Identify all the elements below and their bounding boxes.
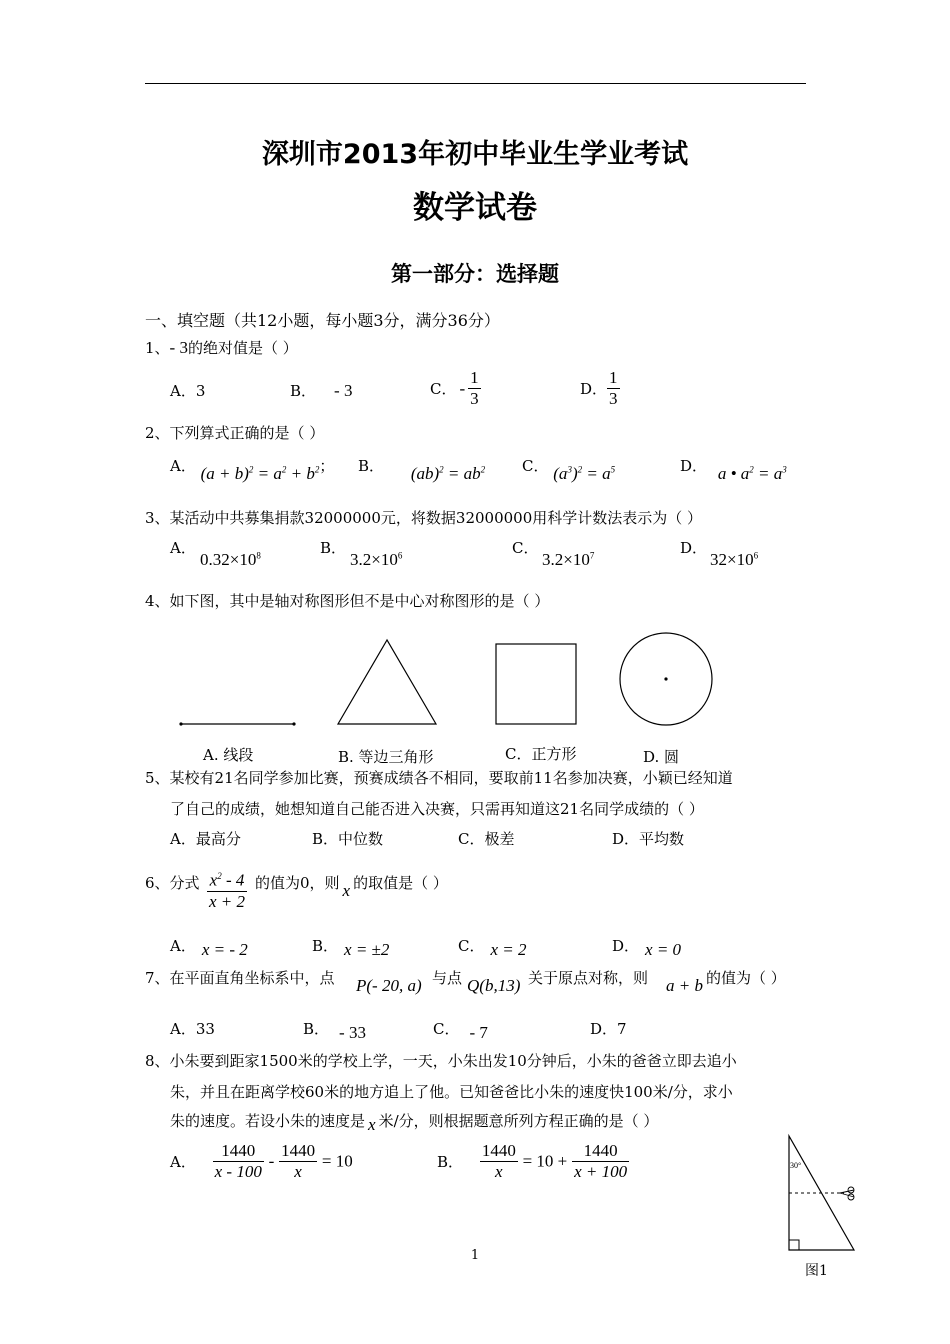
question-4: 4、如下图，其中是轴对称图形但不是中心对称图形的是（ ） bbox=[145, 592, 550, 610]
question-3: 3、某活动中共募集捐款32000000元，将数据32000000用科学计数法表示为（ ） bbox=[145, 509, 703, 527]
q4-caption-c: C．正方形 bbox=[505, 745, 577, 763]
exam-title: 深圳市2013年初中毕业生学业考试 bbox=[261, 139, 689, 170]
q1-option-a: A．3 bbox=[170, 382, 206, 400]
question-8: 8、小朱要到距家1500米的学校上学，一天，小朱出发10分钟后，小朱的爸爸立即去追小 bbox=[145, 1052, 737, 1070]
question-8-line3: 朱的速度。若设小朱的速度是 x 米/分，则根据题意所列方程正确的是（ ） bbox=[170, 1112, 659, 1134]
question-2: 2、下列算式正确的是（ ） bbox=[145, 424, 325, 442]
q3-option-d: D． bbox=[680, 539, 708, 557]
q7-point-p: P(- 20, a) bbox=[356, 976, 422, 995]
q1-option-c: C． - $\frac{1}{3}$ bbox=[430, 368, 479, 408]
triangle-figure bbox=[338, 640, 436, 724]
q7-point-q: Q(b,13) bbox=[467, 976, 521, 995]
question-8-line2: 朱，并且在距离学校60米的地方追上了他。已知爸爸比小朱的速度快100米/分，求小 bbox=[170, 1083, 733, 1101]
q2-option-d: D． a • $a^2 = a^3$ bbox=[680, 457, 787, 483]
q3-option-c: C． bbox=[512, 539, 539, 557]
square-figure bbox=[496, 644, 576, 724]
header-rule bbox=[145, 83, 806, 84]
q5-option-d: D．平均数 bbox=[612, 830, 685, 848]
page-number: 1 bbox=[470, 1248, 480, 1263]
section-title: 一、填空题（共12小题，每小题3分，满分36分） bbox=[145, 311, 500, 330]
line-segment-figure bbox=[179, 722, 295, 725]
circle-figure bbox=[620, 633, 712, 725]
q7-expr: a + b bbox=[666, 976, 703, 995]
q8-option-a: A． $\frac{1440}{x - 100}$ - $\frac{1440}{x}$ = 10 bbox=[170, 1141, 353, 1181]
q2-option-a: A． $(a + b)^2 = a^2 + b^2$； bbox=[170, 457, 335, 483]
q6-option-d: D． x = 0 bbox=[612, 937, 682, 959]
q7-option-c: C． - 7 bbox=[433, 1020, 488, 1042]
q7-mid2: 关于原点对称，则 bbox=[528, 969, 649, 987]
question-6: 6、分式 bbox=[145, 874, 200, 892]
figure-1-caption: 图1 bbox=[805, 1263, 828, 1279]
q1-option-d: D． $\frac{1}{3}$ bbox=[580, 368, 618, 408]
q3-option-c-value: $3.2\times 10^7$ bbox=[542, 550, 595, 569]
q7-option-b: B． - 33 bbox=[303, 1020, 366, 1042]
q6-fraction: $\frac{x^2 - 4}{x + 2}$ bbox=[207, 866, 247, 912]
q6-option-a: A． x = - 2 bbox=[170, 937, 248, 959]
q7-option-d: D．7 bbox=[590, 1020, 627, 1038]
q3-option-b: B． bbox=[320, 539, 347, 557]
part-title: 第一部分：选择题 bbox=[391, 262, 559, 286]
scissors-icon bbox=[840, 1187, 854, 1200]
q3-option-b-value: $3.2\times 10^6$ bbox=[350, 550, 403, 569]
figure-1-angle: 30° bbox=[790, 1161, 802, 1170]
q1-option-b: B． - 3 bbox=[290, 381, 353, 400]
q7-option-a: A．33 bbox=[170, 1020, 215, 1038]
q4-figures bbox=[0, 620, 950, 740]
q6-option-c: C． x = 2 bbox=[458, 937, 527, 959]
q2-option-c: C． $(a^3)^2 = a^5$ bbox=[522, 457, 616, 483]
q4-caption-b: B. 等边三角形 bbox=[338, 748, 434, 766]
q5-option-b: B．中位数 bbox=[312, 830, 384, 848]
q4-caption-a: A. 线段 bbox=[203, 746, 254, 764]
q3-option-a-value: $0.32\times 10^8$ bbox=[200, 550, 261, 569]
question-5-line2: 了自己的成绩，她想知道自己能否进入决赛，只需再知道这21名同学成绩的（ ） bbox=[170, 800, 704, 818]
q7-mid: 与点 bbox=[432, 969, 463, 987]
q8-option-b: B． $\frac{1440}{x}$ = 10 + $\frac{1440}{x + 100}$ bbox=[437, 1141, 628, 1181]
figure-1-diagram bbox=[770, 1130, 870, 1260]
exam-subtitle: 数学试卷 bbox=[413, 190, 537, 226]
question-6-mid: 的值为0，则 x 的取值是（ ） bbox=[255, 874, 448, 900]
question-7: 7、在平面直角坐标系中，点 bbox=[145, 969, 335, 987]
q3-option-a: A． bbox=[170, 539, 196, 557]
q6-option-b: B． x = ±2 bbox=[312, 937, 390, 959]
q5-option-a: A．最高分 bbox=[170, 830, 241, 848]
question-5: 5、某校有21名同学参加比赛，预赛成绩各不相同，要取前11名参加决赛，小颖已经知道 bbox=[145, 769, 733, 787]
q4-caption-d: D. 圆 bbox=[643, 748, 680, 766]
q7-post: 的值为（ ） bbox=[706, 969, 786, 987]
question-1: 1、- 3的绝对值是（ ） bbox=[145, 338, 298, 357]
q5-option-c: C．极差 bbox=[458, 830, 515, 848]
q3-option-d-value: $32\times 10^6$ bbox=[710, 550, 759, 569]
q2-option-b: B． $(ab)^2 = ab^2$ bbox=[358, 457, 486, 483]
